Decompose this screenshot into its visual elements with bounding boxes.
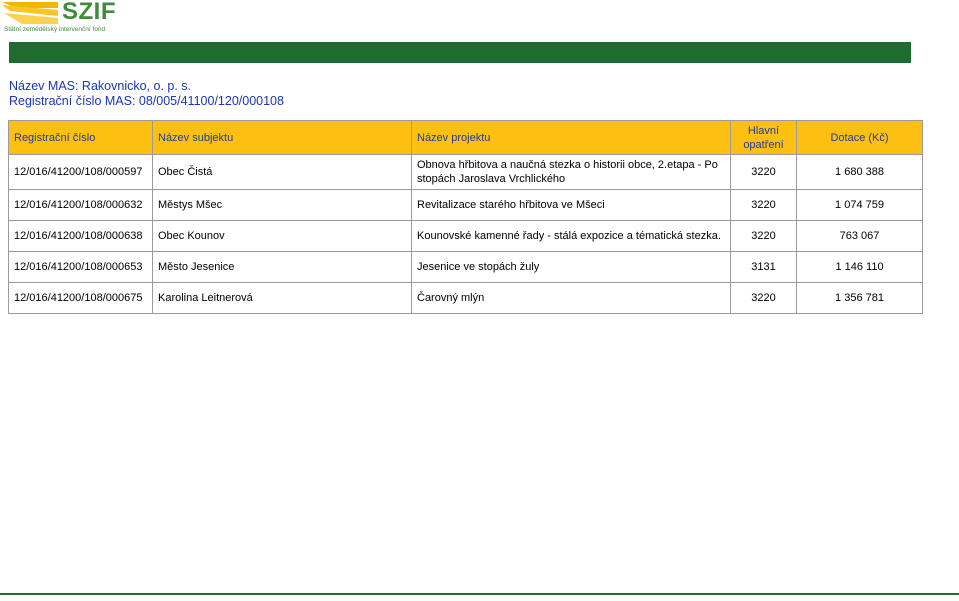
col-header-registration: Registrační číslo (9, 121, 153, 155)
cell-measure: 3220 (731, 283, 797, 314)
projects-table (8, 120, 923, 314)
col-header-measure: Hlavní opatření (731, 121, 797, 155)
cell-subject: Obec Kounov (153, 221, 412, 252)
cell-measure: 3220 (731, 190, 797, 221)
cell-project: Jesenice ve stopách žuly (412, 252, 731, 283)
cell-registration: 12/016/41200/108/000597 (9, 155, 153, 190)
szif-logo-mark-icon (2, 2, 58, 24)
cell-registration: 12/016/41200/108/000632 (9, 190, 153, 221)
szif-logo (2, 2, 118, 34)
cell-measure: 3131 (731, 252, 797, 283)
cell-measure: 3220 (731, 221, 797, 252)
cell-subsidy: 1 146 110 (797, 252, 923, 283)
cell-subject: Město Jesenice (153, 252, 412, 283)
table-row (9, 252, 923, 283)
col-header-subject: Název subjektu (153, 121, 412, 155)
cell-subsidy: 1 680 388 (797, 155, 923, 190)
footer-line (0, 593, 959, 595)
cell-subject: Obec Čistá (153, 155, 412, 190)
cell-registration: 12/016/41200/108/000638 (9, 221, 153, 252)
cell-registration: 12/016/41200/108/000675 (9, 283, 153, 314)
table-row (9, 190, 923, 221)
table-row (9, 155, 923, 190)
cell-subsidy: 1 356 781 (797, 283, 923, 314)
cell-subsidy: 1 074 759 (797, 190, 923, 221)
cell-project: Revitalizace starého hřbitova ve Mšeci (412, 190, 731, 221)
cell-project: Čarovný mlýn (412, 283, 731, 314)
cell-project: Kounovské kamenné řady - stálá expozice a tématická stezka. (412, 221, 731, 252)
cell-subject: Karolina Leitnerová (153, 283, 412, 314)
mas-registration-number: Registrační číslo MAS: 08/005/41100/120/000108 (9, 94, 284, 108)
header-band (9, 42, 911, 63)
col-header-project: Název projektu (412, 121, 731, 155)
table-row (9, 221, 923, 252)
logo-subtitle: Státní zemědělský intervenční fond (4, 26, 106, 33)
cell-subject: Městys Mšec (153, 190, 412, 221)
cell-project: Obnova hřbitova a naučná stezka o historii obce, 2.etapa - Po stopách Jaroslava Vrchlického (412, 155, 731, 190)
mas-info (9, 79, 284, 109)
table-header-row (9, 121, 923, 155)
table-row (9, 283, 923, 314)
cell-subsidy: 763 067 (797, 221, 923, 252)
cell-registration: 12/016/41200/108/000653 (9, 252, 153, 283)
col-header-subsidy: Dotace (Kč) (797, 121, 923, 155)
cell-measure: 3220 (731, 155, 797, 190)
logo-text: SZIF (62, 0, 116, 25)
mas-name: Název MAS: Rakovnicko, o. p. s. (9, 79, 192, 93)
